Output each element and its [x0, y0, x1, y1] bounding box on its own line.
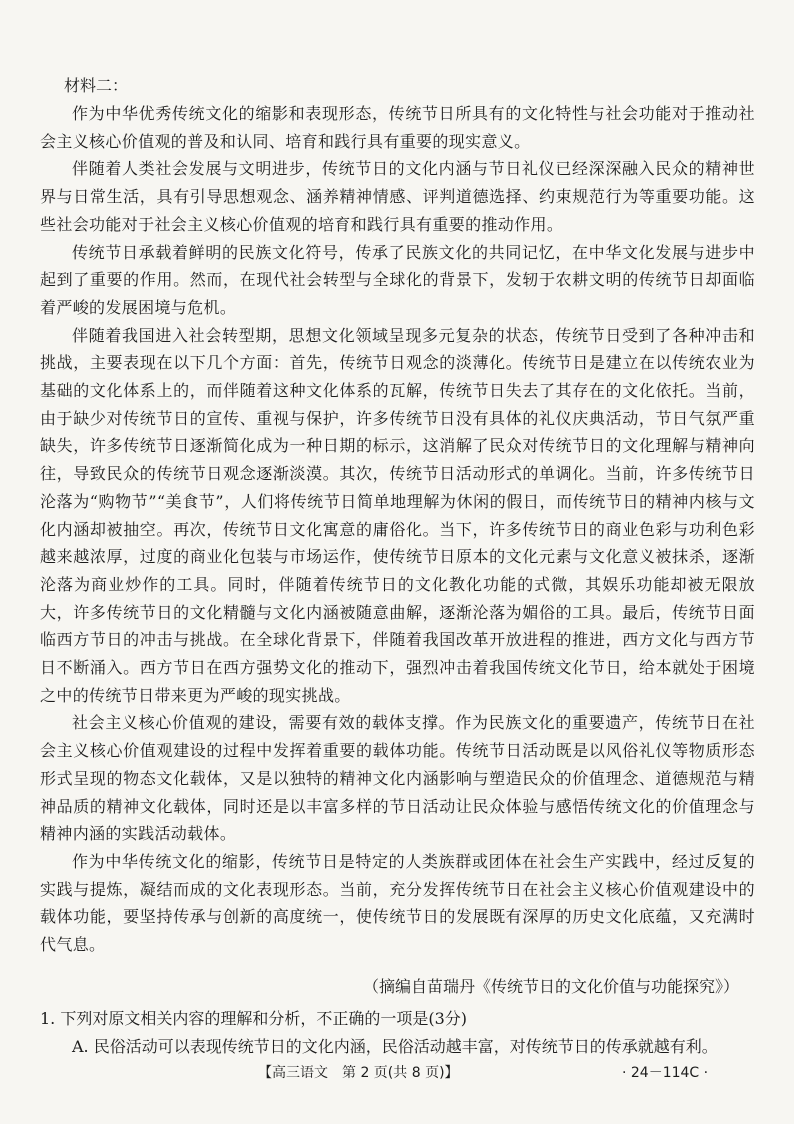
question-stem: 1. 下列对原文相关内容的理解和分析，不正确的一项是(3分)	[40, 1008, 468, 1028]
footer-page-info: 【高三语文 第 2 页(共 8 页)】	[258, 1065, 459, 1081]
source-citation: （摘编自苗瑞丹《传统节日的文化价值与功能探究》）	[362, 976, 739, 996]
paragraph-6: 作为中华传统文化的缩影，传统节日是特定的人类族群或团体在社会生产实践中，经过反复的实践与提炼，凝结而成的文化表现形态。当前，充分发挥传统节日在社会主义核心价值观建设中的载体功能，要坚持传承与创新的高度统一，使传统节日的发展既有深厚的历史文化底蕴，又充满时代气息。	[40, 851, 755, 955]
paragraph-2: 伴随着人类社会发展与文明进步，传统节日的文化内涵与节日礼仪已经深深融入民众的精神世界与日常生活，具有引导思想观念、涵养精神情感、评判道德选择、约束规范行为等重要功能。这些社会功能对于社会主义核心价值观的培育和践行具有重要的推动作用。	[40, 159, 755, 234]
footer-code: · 24－114C ·	[622, 1065, 709, 1081]
paragraph-3: 传统节日承载着鲜明的民族文化符号，传承了民族文化的共同记忆，在中华文化发展与进步中起到了重要的作用。然而，在现代社会转型与全球化的背景下，发轫于农耕文明的传统节日却面临着严峻的发展困境与危机。	[40, 242, 755, 317]
paragraph-5: 社会主义核心价值观的建设，需要有效的载体支撑。作为民族文化的重要遗产，传统节日在社会主义核心价值观建设的过程中发挥着重要的载体功能。传统节日活动既是以风俗礼仪等物质形态形式呈现的物态文化载体，又是以独特的精神文化内涵影响与塑造民众的价值理念、道德规范与精神品质的精神文化载体，同时还是以丰富多样的节日活动让民众体验与感悟传统文化的价值理念与精神内涵的实践活动载体。	[40, 713, 755, 844]
paragraph-4: 伴随着我国进入社会转型期，思想文化领域呈现多元复杂的状态，传统节日受到了各种冲击和挑战，主要表现在以下几个方面：首先，传统节日观念的淡薄化。传统节日是建立在以传统农业为基础的文化体系上的，而伴随着这种文化体系的瓦解，传统节日失去了其存在的文化依托。当前，由于缺少对传统节日的宣传、重视与保护，许多传统节日没有具体的礼仪庆典活动，节日气氛严重缺失，许多传统节日逐渐简化成为一种日期的标示，这消解了民众对传统节日的文化理解与精神向往，导致民众的传统节日观念逐渐淡漠。其次，传统节日活动形式的单调化。当前，许多传统节日沦落为“购物节”“美食节”，人们将传统节日简单地理解为休闲的假日，而传统节日的精神内核与文化内涵却被抽空。再次，传统节日文化寓意的庸俗化。当下，许多传统节日的商业色彩与功利色彩越来越浓厚，过度的商业化包装与市场运作，使传统节日原本的文化元素与文化意义被抹杀，逐渐沦落为商业炒作的工具。同时，伴随着传统节日的文化教化功能的式微，其娱乐功能却被无限放大，许多传统节日的文化精髓与文化内涵被随意曲解，逐渐沦落为媚俗的工具。最后，传统节日面临西方节日的冲击与挑战。在全球化背景下，伴随着我国改革开放进程的推进，西方文化与西方节日不断涌入。西方节日在西方强势文化的推动下，强烈冲击着我国传统文化节日，给本就处于困境之中的传统节日带来更为严峻的现实挑战。	[40, 325, 755, 705]
material-heading: 材料二：	[64, 76, 129, 95]
document-page	[40, 72, 755, 1061]
paragraph-1: 作为中华优秀传统文化的缩影和表现形态，传统节日所具有的文化特性与社会功能对于推动社会主义核心价值观的普及和认同、培育和践行具有重要的现实意义。	[40, 104, 755, 151]
page-footer	[0, 1062, 794, 1086]
option-a: A. 民俗活动可以表现传统节日的文化内涵，民俗活动越丰富，对传统节日的传承就越有利。	[72, 1036, 718, 1056]
